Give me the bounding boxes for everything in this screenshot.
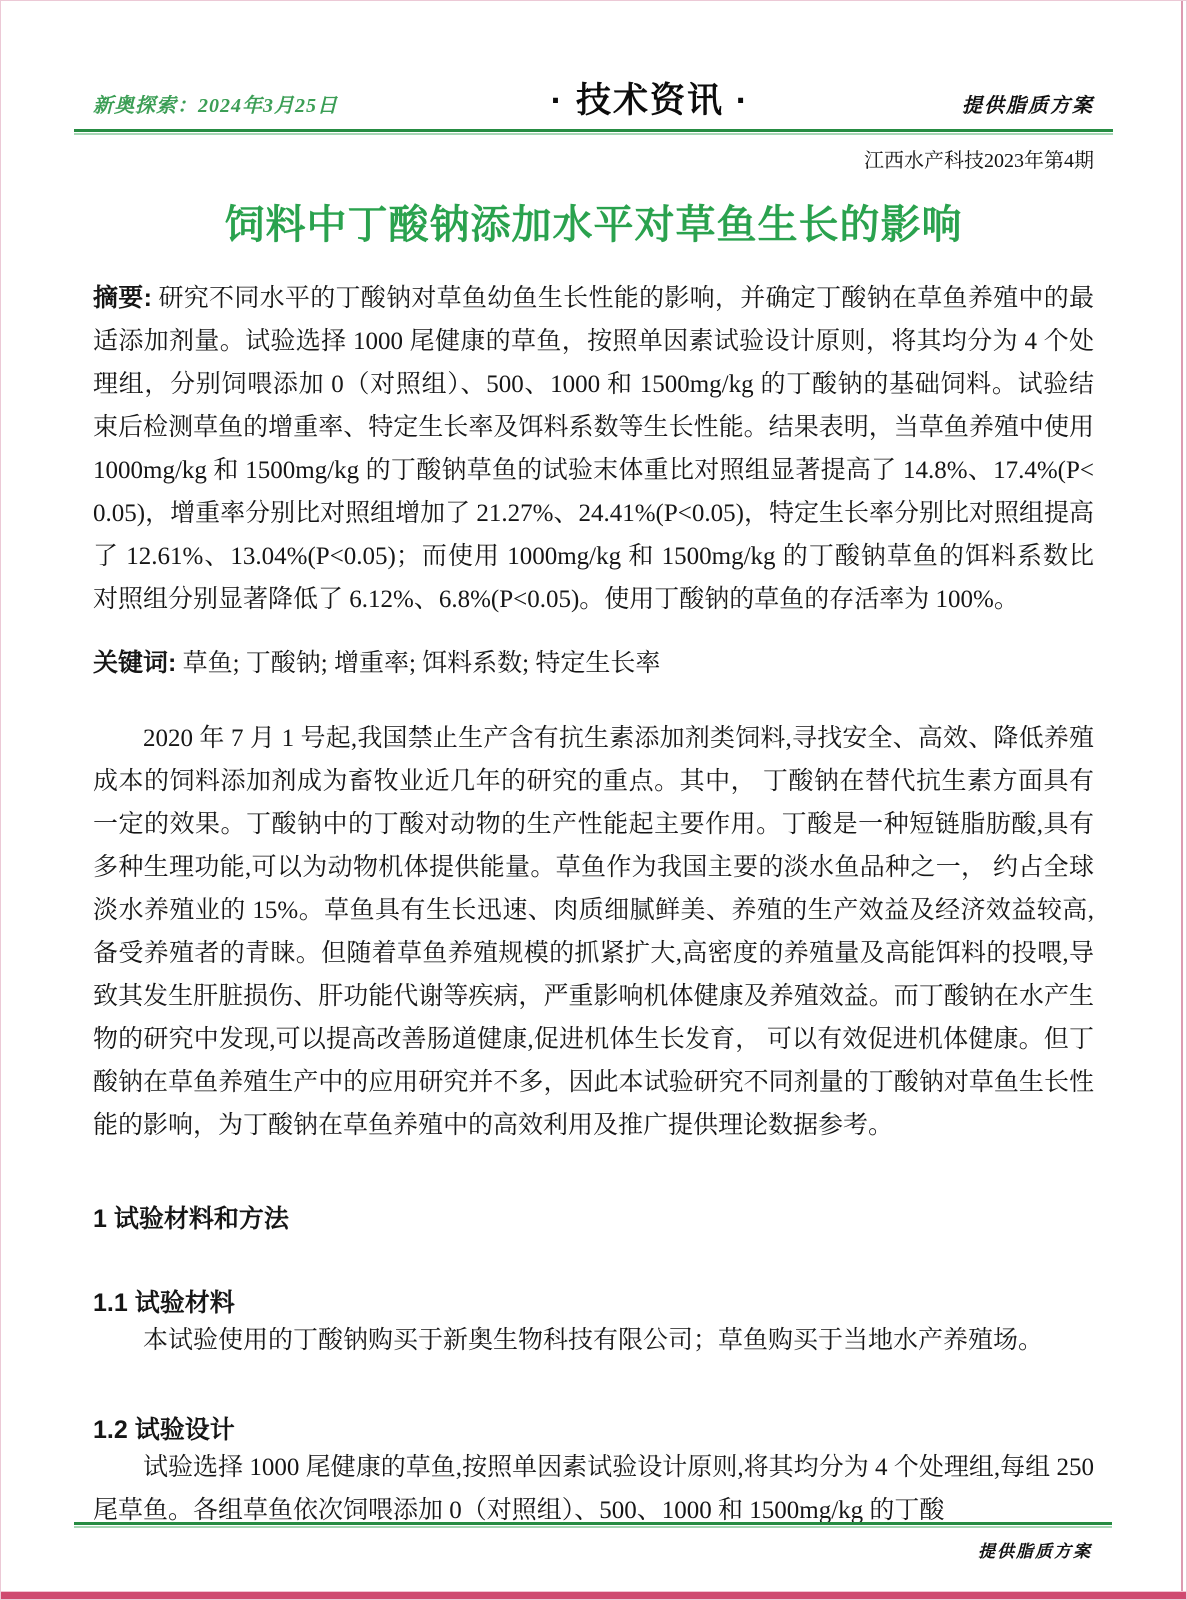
header-section-title: · 技术资讯 · xyxy=(550,81,750,120)
section-1-2-body: 试验选择 1000 尾健康的草鱼,按照单因素试验设计原则,将其均分为 4 个处理组,每组 250 尾草鱼。各组草鱼依次饲喂添加 0（对照组）、500、1000 和 1500mg/kg 的丁酸 xyxy=(93,1453,1094,1524)
page-edge-line xyxy=(1181,1,1183,1592)
page-content xyxy=(1,73,1186,1532)
section-1-2-heading: 1.2 试验设计 xyxy=(93,1415,235,1444)
keywords-text: 草鱼; 丁酸钠; 增重率; 饵料系数; 特定生长率 xyxy=(176,649,661,677)
section-1-heading: 1 试验材料和方法 xyxy=(93,1204,289,1233)
keywords-label: 关键词: xyxy=(93,648,177,677)
abstract-paragraph xyxy=(93,277,1094,621)
abstract-text: 研究不同水平的丁酸钠对草鱼幼鱼生长性能的影响，并确定丁酸钠在草鱼养殖中的最适添加剂量。试验选择 1000 尾健康的草鱼，按照单因素试验设计原则，将其均分为 4 个处理组，分别饲喂添加 0（对照组）、500、1000 和 1500mg/kg 的丁酸钠的基础饲料。试验结束后检测草鱼的增重率、特定生长率及饵料系数等生长性能。结果表明，当草鱼养殖中使用 1000mg/kg 和 1500mg/kg 的丁酸钠草鱼的试验末体重比对照组显著提高了 14.8%、17.4%(P<0.05)，增重率分别比对照组增加了 21.27%、24.41%(P<0.05)，特定生长率分别比对照组提高了 12.61%、13.04%(P<0.05)；而使用 1000mg/kg 和 1500mg/kg 的丁酸钠草鱼的饵料系数比对照组分别显著降低了 6.12%、6.8%(P<0.05)。使用丁酸钠的草鱼的存活率为 100%。 xyxy=(93,284,1094,613)
footer-rule xyxy=(74,1522,1112,1528)
journal-issue-line: 江西水产科技2023年第4期 xyxy=(864,150,1094,172)
header-brand-date: 新奥探索：2024年3月25日 xyxy=(93,95,338,117)
page-header xyxy=(93,73,1094,123)
abstract-label: 摘要: xyxy=(93,283,152,312)
section-1-1-heading: 1.1 试验材料 xyxy=(93,1288,235,1317)
keywords-line xyxy=(93,642,1094,685)
page-bottom-band xyxy=(1,1591,1186,1599)
section-1-1-body: 本试验使用的丁酸钠购买于新奥生物科技有限公司；草鱼购买于当地水产养殖场。 xyxy=(143,1326,1044,1354)
header-slogan: 提供脂质方案 xyxy=(961,95,1094,117)
header-rule xyxy=(74,129,1113,135)
introduction-paragraph: 2020 年 7 月 1 号起,我国禁止生产含有抗生素添加剂类饲料,寻找安全、高效、降低养殖成本的饲料添加剂成为畜牧业近几年的研究的重点。其中， 丁酸钠在替代抗生素方面具有一定的效果。丁酸钠中的丁酸对动物的生产性能起主要作用。丁酸是一种短链脂肪酸,具有多种生理功能,可以为动物机体提供能量。草鱼作为我国主要的淡水鱼品种之一， 约占全球淡水养殖业的 15%。草鱼具有生长迅速、肉质细腻鲜美、养殖的生产效益及经济效益较高,备受养殖者的青睐。但随着草鱼养殖规模的抓紧扩大,高密度的养殖量及高能饵料的投喂,导致其发生肝脏损伤、肝功能代谢等疾病，严重影响机体健康及养殖效益。而丁酸钠在水产生物的研究中发现,可以提高改善肠道健康,促进机体生长发育， 可以有效促进机体健康。但丁酸钠在草鱼养殖生产中的应用研究并不多，因此本试验研究不同剂量的丁酸钠对草鱼生长性能的影响，为丁酸钠在草鱼养殖中的高效利用及推广提供理论数据参考。 xyxy=(93,724,1094,1139)
article-title: 饲料中丁酸钠添加水平对草鱼生长的影响 xyxy=(224,203,963,247)
footer-slogan: 提供脂质方案 xyxy=(978,1542,1092,1561)
